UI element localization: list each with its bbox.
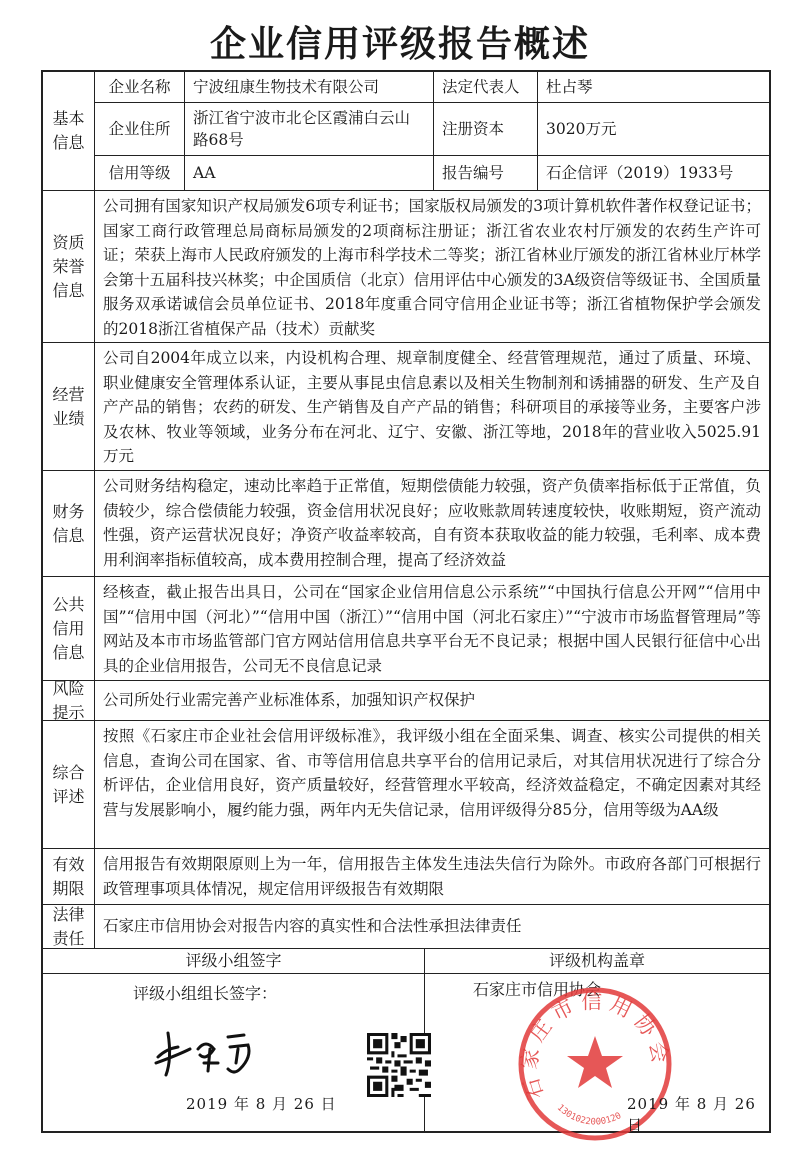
- company-name-label: 企业名称: [95, 72, 185, 103]
- report-table: [41, 70, 771, 1133]
- section-finance: [43, 470, 769, 576]
- report-no-value: 石企信评（2019）1933号: [546, 164, 734, 182]
- section-summary: [43, 720, 769, 848]
- capital-value: 3020万元: [538, 103, 769, 156]
- section-text: 按照《石家庄市企业社会信用评级标准》，我评级小组在全面采集、调查、核实公司提供的相关信息，查询公司在国家、省、市等信用信息共享平台的信用记录后，对其信用状况进行了综合分析评估，企业信用良好，资产质量较好，经营管理水平较高，经济效益稳定，不确定因素对其经营与发展影响小，履约能力强，两年内无失信记录，信用评级得分85分，信用等级为AA级: [103, 727, 761, 819]
- handwritten-signature: [148, 1019, 268, 1079]
- section-validity: [43, 848, 769, 904]
- rating-org-header: 评级机构盖章: [425, 949, 769, 974]
- section-text: 经核查，截止报告出具日，公司在“国家企业信用信息公示系统”“中国执行信息公开网”“信用中国”“信用中国（河北）”“信用中国（浙江）”“信用中国（河北石家庄）”“宁波市市场监督管理局”等网站及本市市场监管部门官方网站信用信息共享平台无不良记录；根据中国人民银行征信中心出具的企业信用报告，公司无不良信息记录: [103, 583, 761, 675]
- address-label: 企业住所: [95, 103, 185, 156]
- team-leader-label: 评级小组组长签字：: [133, 984, 278, 1003]
- qr-code-icon: [367, 1033, 431, 1097]
- right-date: 2019 年 8 月 26 日: [627, 1095, 756, 1134]
- section-label: 有效期限: [43, 849, 95, 904]
- section-text: 公司财务结构稳定，速动比率趋于正常值，短期偿债能力较强，资产负债率指标低于正常值，负债较少，综合偿债能力较强，资金信用状况良好；应收账款周转速度较快，收账期短，资产流动性强，资产运营状况良好；净资产收益率较高，自有资本获取收益的能力较强，毛利率、成本费用利润率指标值较高，成本费用控制合理，提高了经济效益: [103, 477, 761, 569]
- org-name: 石家庄市信用协会: [473, 980, 602, 999]
- grade-value: AA: [185, 156, 434, 190]
- report-no-label: 报告编号: [434, 156, 538, 190]
- section-risk: [43, 680, 769, 720]
- signature-area: [43, 948, 769, 1133]
- section-text: 信用报告有效期限原则上为一年，信用报告主体发生违法失信行为除外。市政府各部门可根据行政管理事项具体情况，规定信用评级报告有效期限: [103, 855, 761, 898]
- document-title: 企业信用评级报告概述: [209, 24, 590, 65]
- section-text: 公司拥有国家知识产权局颁发6项专利证书；国家版权局颁发的3项计算机软件著作权登记证书；国家工商行政管理总局商标局颁发的2项商标注册证；浙江省农业农村厅颁发的农药生产许可证；荣获上海市人民政府颁发的上海市科学技术二等奖；浙江省林业厅颁发的浙江省林业厅林学会第十五届科技兴林奖；中企国质信（北京）信用评估中心颁发的3A级资信等级证书、全国质量服务双承诺诚信会员单位证书、2018年度重合同守信用企业证书等；浙江省植物保护学会颁发的2018浙江省植保产品（技术）贡献奖: [103, 197, 761, 338]
- section-public-credit: [43, 576, 769, 680]
- svg-text:1301022000120: 1301022000120: [554, 1102, 624, 1128]
- grade-label: 信用等级: [95, 156, 185, 190]
- section-performance: [43, 342, 769, 470]
- section-text: 石家庄市信用协会对报告内容的真实性和合法性承担法律责任: [103, 917, 522, 936]
- section-qualification: [43, 190, 769, 342]
- address-value: 浙江省宁波市北仑区霞浦白云山路68号: [185, 103, 434, 156]
- section-legal: [43, 904, 769, 948]
- rating-team-header: 评级小组签字: [43, 949, 424, 974]
- section-label: 公共信用信息: [43, 577, 95, 680]
- section-label: 法律责任: [43, 905, 95, 948]
- left-date: 2019 年 8 月 26 日: [186, 1095, 337, 1113]
- section-text: 公司所处行业需完善产业标准体系，加强知识产权保护: [103, 691, 476, 710]
- basic-info-grid: [95, 72, 769, 190]
- section-text: 公司自2004年成立以来，内设机构合理、规章制度健全、经营管理规范，通过了质量、环境、职业健康安全管理体系认证，主要从事昆虫信息素以及相关生物制剂和诱捕器的研发、生产及自产产品的销售；农药的研发、生产销售及自产产品的销售；科研项目的承接等业务，主要客户涉及农林、牧业等领域，业务分布在河北、辽宁、安徽、浙江等地，2018年的营业收入5025.91万元: [103, 349, 761, 466]
- basic-info-row: [43, 72, 769, 190]
- section-label: 经营业绩: [43, 343, 95, 470]
- section-label-basic: 基本信息: [43, 72, 95, 190]
- section-label: 财务信息: [43, 471, 95, 576]
- section-label: 综合评述: [43, 721, 95, 848]
- svg-text:石家庄市信用协会: 石家庄市信用协会: [516, 989, 674, 1103]
- section-label: 资质荣誉信息: [43, 191, 95, 342]
- rating-org-seal: [425, 949, 769, 1133]
- legal-rep-label: 法定代表人: [434, 72, 538, 103]
- company-name-value: 宁波纽康生物技术有限公司: [185, 72, 434, 103]
- legal-rep-value: 杜占琴: [538, 72, 769, 103]
- section-label: 风险提示: [43, 681, 95, 720]
- capital-label: 注册资本: [434, 103, 538, 156]
